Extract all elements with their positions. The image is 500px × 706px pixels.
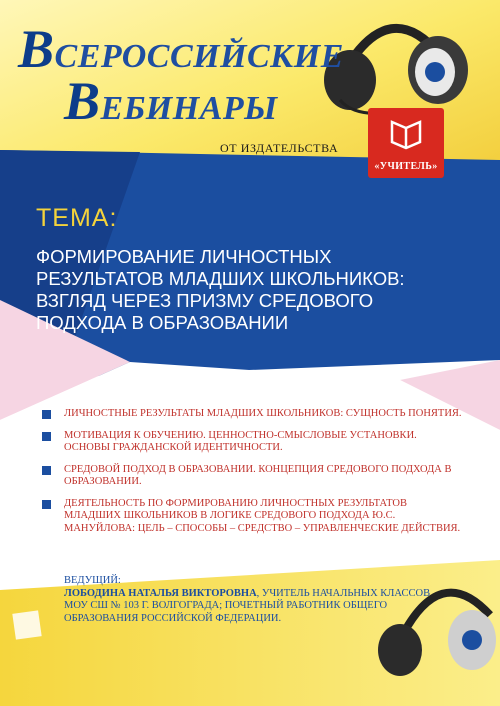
publisher-label: ОТ ИЗДАТЕЛЬСТВА [220,141,339,155]
bullet-list [42,408,462,544]
sparkle-square [12,610,41,639]
presenter-name: ЛОБОДИНА НАТАЛЬЯ ВИКТОРОВНА [64,587,257,599]
publisher-logo [368,108,444,178]
title-cap-1: В [18,19,55,79]
logo-text: «УЧИТЕЛЬ» [374,161,438,172]
presenter-label: ВЕДУЩИЙ: [64,575,121,586]
topic-label: ТЕМА: [36,204,118,232]
presenter-block [64,575,454,625]
title-cap-2: В [64,71,101,131]
presenter-description: , УЧИТЕЛЬ НАЧАЛЬНЫХ КЛАССОВ МОУ СШ № 103 Г. ВОЛГОГРАДА; ПОЧЕТНЫЙ РАБОТНИК ОБЩЕГО ОБРАЗОВАНИЯ РОССИЙСКОЙ ФЕДЕРАЦИИ. [64,587,431,624]
bullet-item: ЛИЧНОСТНЫЕ РЕЗУЛЬТАТЫ МЛАДШИХ ШКОЛЬНИКОВ: СУЩНОСТЬ ПОНЯТИЯ. [42,408,462,421]
title-line-2 [64,70,278,132]
title-rest-2: ЕБИНАРЫ [100,90,278,127]
bullet-item: ДЕЯТЕЛЬНОСТЬ ПО ФОРМИРОВАНИЮ ЛИЧНОСТНЫХ РЕЗУЛЬТАТОВ МЛАДШИХ ШКОЛЬНИКОВ В ЛОГИКЕ СРЕДОВОГО ПОДХОДА Ю.С. МАНУЙЛОВА: ЦЕЛЬ – СПОСОБЫ – СРЕДСТВО – УПРАВЛЕНЧЕСКИЕ ДЕЙСТВИЯ. [42,498,462,536]
presenter-info [64,588,454,626]
book-icon [368,108,444,158]
title-rest-1: СЕРОССИЙСКИЕ [54,38,344,75]
topic-text: ФОРМИРОВАНИЕ ЛИЧНОСТНЫХ РЕЗУЛЬТАТОВ МЛАДШИХ ШКОЛЬНИКОВ: ВЗГЛЯД ЧЕРЕЗ ПРИЗМУ СРЕДОВОГО ПОДХОДА В ОБРАЗОВАНИИ [36,246,405,333]
bullet-item: МОТИВАЦИЯ К ОБУЧЕНИЮ. ЦЕННОСТНО-СМЫСЛОВЫЕ УСТАНОВКИ. ОСНОВЫ ГРАЖДАНСКОЙ ИДЕНТИЧНОСТИ. [42,430,462,455]
bullet-item: СРЕДОВОЙ ПОДХОД В ОБРАЗОВАНИИ. КОНЦЕПЦИЯ СРЕДОВОГО ПОДХОДА В ОБРАЗОВАНИИ. [42,464,462,489]
